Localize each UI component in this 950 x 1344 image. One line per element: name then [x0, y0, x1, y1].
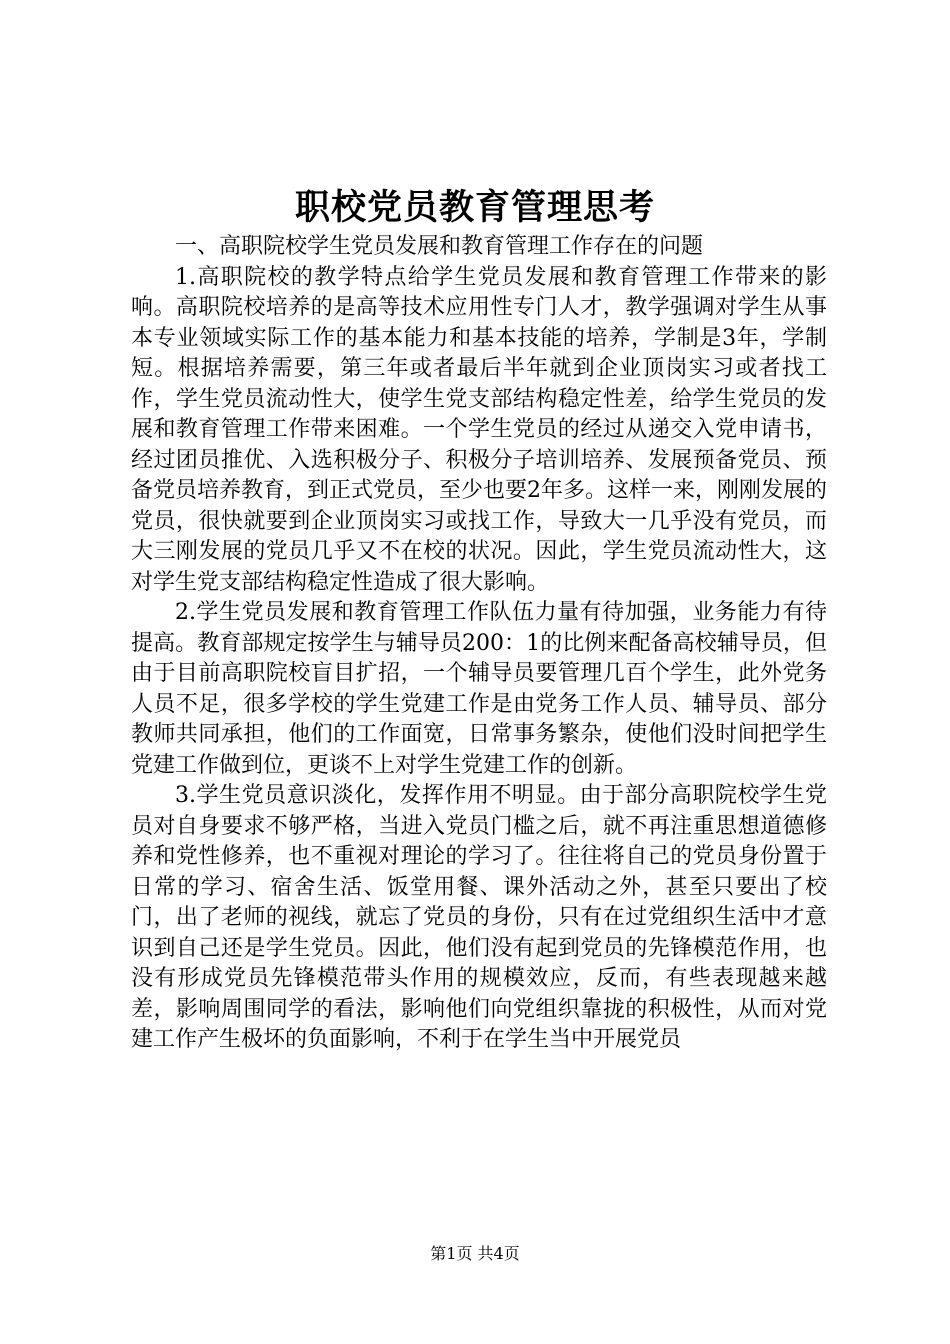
document-title: 职校党员教育管理思考 [294, 187, 655, 228]
paragraph-section-heading: 一、高职院校学生党员发展和教育管理工作存在的问题 [175, 234, 704, 259]
paragraph-point-1: 1.高职院校的教学特点给学生党员发展和教育管理工作带来的影响。高职院校培养的是高等技术应用性专门人才，教学强调对学生从事本专业领域实际工作的基本能力和基本技能的培养，学制是3年，学制短。根据培养需要，第三年或者最后半年就到企业顶岗实习或者找工作，学生党员流动性大，使学生党支部结构稳定性差，给学生党员的发展和教育管理工作带来困难。一个学生党员的经过从递交入党申请书，经过团员推优、入选积极分子、积极分子培训培养、发展预备党员、预备党员培养教育，到正式党员，至少也要2年多。这样一来，刚刚发展的党员，很快就要到企业顶岗实习或找工作，导致大一几乎没有党员，而大三刚发展的党员几乎又不在校的状况。因此，学生党员流动性大，这对学生党支部结构稳定性造成了很大影响。 [131, 264, 827, 595]
page-footer [0, 1242, 950, 1266]
paragraph-point-2: 2.学生党员发展和教育管理工作队伍力量有待加强，业务能力有待提高。教育部规定按学生与辅导员200：1的比例来配备高校辅导员，但由于目前高职院校盲目扩招，一个辅导员要管理几百个学生，此外党务人员不足，很多学校的学生党建工作是由党务工作人员、辅导员、部分教师共同承担，他们的工作面宽，日常事务繁杂，使他们没时间把学生党建工作做到位，更谈不上对学生党建工作的创新。 [131, 600, 827, 778]
page-number-label: 第1页 共4页 [430, 1244, 520, 1263]
document-body [131, 232, 827, 1056]
paragraph-point-3: 3.学生党员意识淡化，发挥作用不明显。由于部分高职院校学生党员对自身要求不够严格，当进入党员门槛之后，就不再注重思想道德修养和党性修养，也不重视对理论的学习了。往往将自己的党员身份置于日常的学习、宿舍生活、饭堂用餐、课外活动之外，甚至只要出了校门，出了老师的视线，就忘了党员的身份，只有在过党组织生活中才意识到自己还是学生党员。因此，他们没有起到党员的先锋模范作用，也没有形成党员先锋模范带头作用的规模效应，反而，有些表现越来越差，影响周围同学的看法，影响他们向党组织靠拢的积极性，从而对党建工作产生极坏的负面影响，不利于在学生当中开展党员 [131, 783, 827, 1052]
